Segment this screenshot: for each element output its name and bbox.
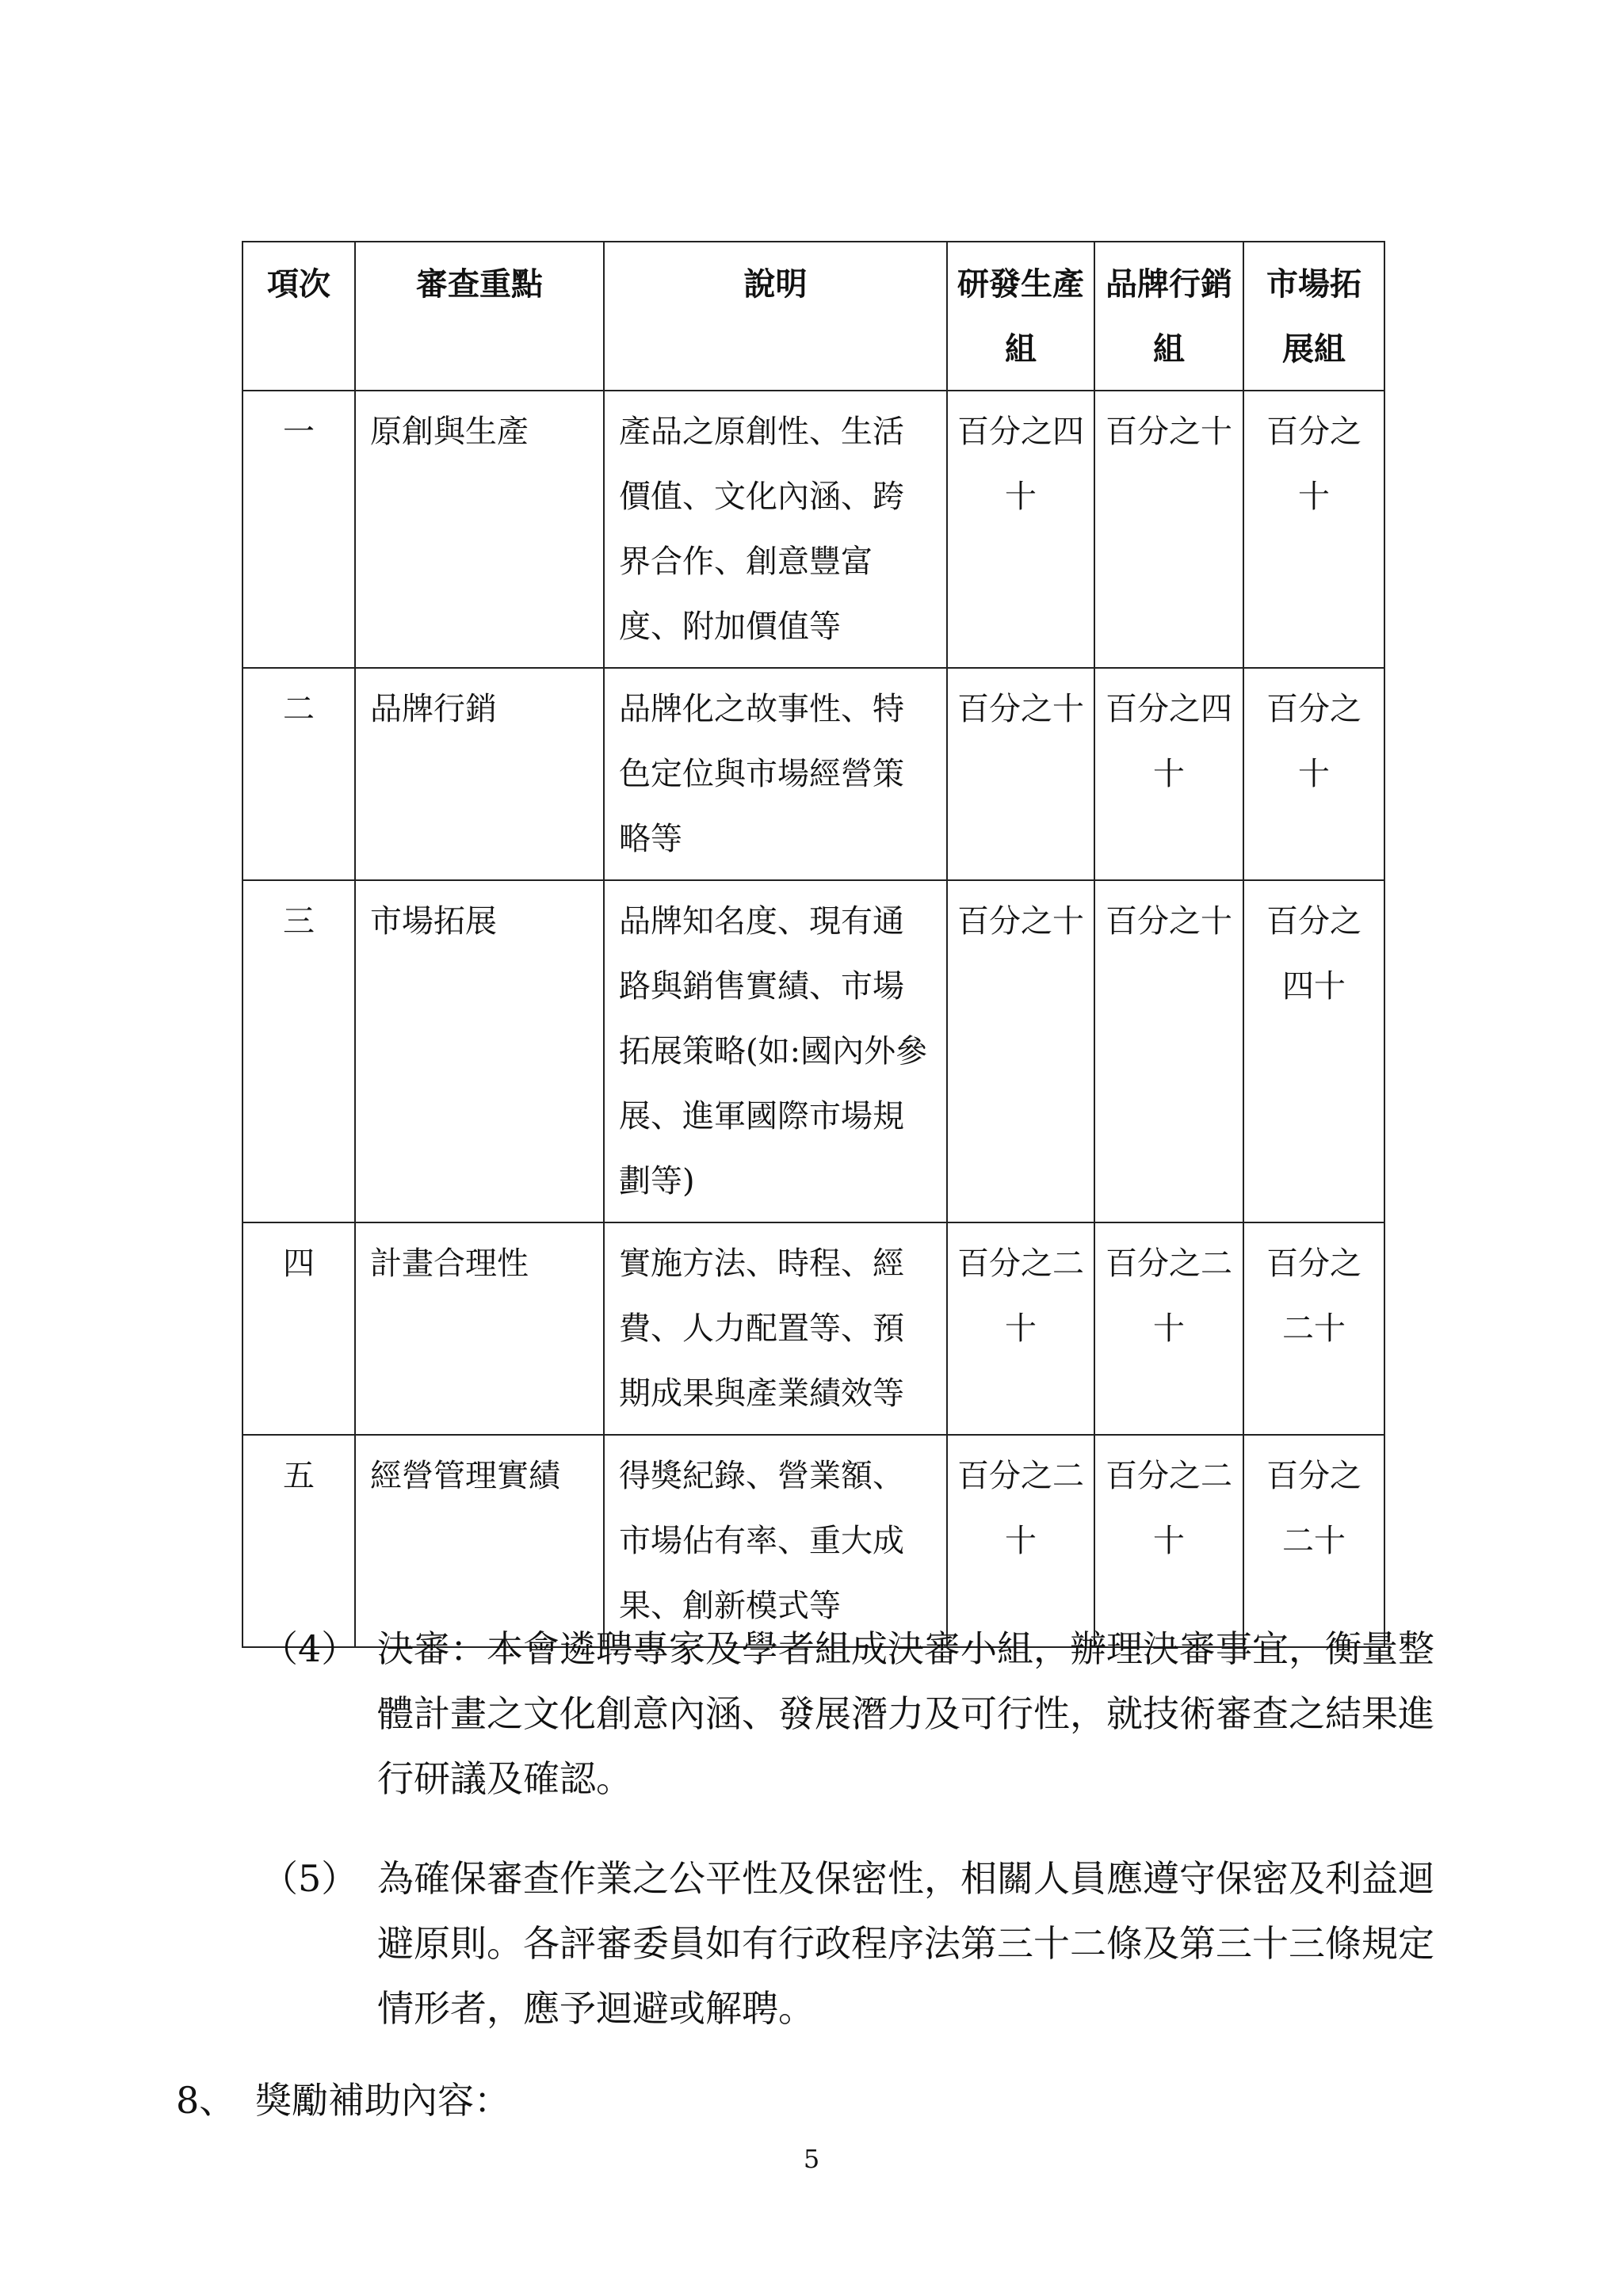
row-rd-weight: 百分之十: [947, 668, 1094, 880]
page-number: 5: [803, 2144, 820, 2174]
table-row: [242, 668, 1384, 880]
row-focus: 品牌行銷: [355, 668, 604, 880]
row-focus: 計畫合理性: [355, 1222, 604, 1435]
table-header-row: [242, 242, 1384, 391]
row-no: 三: [242, 880, 355, 1222]
list-item-text: 為確保審查作業之公平性及保密性，相關人員應遵守保密及利益迴避原則。各評審委員如有行政程序法第三十二條及第三十三條規定情形者，應予迴避或解聘。: [377, 1857, 1434, 2030]
list-item-number: （4）: [262, 1627, 358, 1670]
row-brand-weight: 百分之十: [1094, 391, 1243, 668]
table-row: [242, 391, 1384, 668]
table-row: [242, 880, 1384, 1222]
row-focus: 市場拓展: [355, 880, 604, 1222]
row-focus: 經營管理實績: [355, 1435, 604, 1647]
row-market-weight: 百分之十: [1243, 391, 1384, 668]
row-rd-weight: 百分之二十: [947, 1435, 1094, 1647]
row-market-weight: 百分之四十: [1243, 880, 1384, 1222]
table-row: [242, 1222, 1384, 1435]
table-row: [242, 1435, 1384, 1647]
section-title: 獎勵補助內容：: [255, 2079, 510, 2122]
row-market-weight: 百分之二十: [1243, 1435, 1384, 1647]
header-rd-group: 研發生產組: [947, 242, 1094, 391]
row-no: 一: [242, 391, 355, 668]
row-brand-weight: 百分之二十: [1094, 1222, 1243, 1435]
section-number: 8、: [176, 2079, 236, 2122]
row-description: 產品之原創性、生活價值、文化內涵、跨界合作、創意豐富度、附加價值等: [604, 391, 947, 668]
list-item-number: （5）: [262, 1857, 358, 1900]
row-no: 五: [242, 1435, 355, 1647]
list-item-text: 決審：本會遴聘專家及學者組成決審小組，辦理決審事宜，衡量整體計畫之文化創意內涵、發展潛力及可行性，就技術審查之結果進行研議及確認。: [377, 1627, 1434, 1800]
header-item-no: 項次: [242, 242, 355, 391]
row-description: 品牌化之故事性、特色定位與市場經營策略等: [604, 668, 947, 880]
row-rd-weight: 百分之二十: [947, 1222, 1094, 1435]
row-description: 實施方法、時程、經費、人力配置等、預期成果與產業績效等: [604, 1222, 947, 1435]
header-review-focus: 審查重點: [355, 242, 604, 391]
row-market-weight: 百分之二十: [1243, 1222, 1384, 1435]
row-rd-weight: 百分之四十: [947, 391, 1094, 668]
row-rd-weight: 百分之十: [947, 880, 1094, 1222]
row-market-weight: 百分之十: [1243, 668, 1384, 880]
header-market-group: 市場拓展組: [1243, 242, 1384, 391]
row-description: 得獎紀錄、營業額、市場佔有率、重大成果、創新模式等: [604, 1435, 947, 1647]
row-focus: 原創與生產: [355, 391, 604, 668]
header-brand-group: 品牌行銷組: [1094, 242, 1243, 391]
row-brand-weight: 百分之十: [1094, 880, 1243, 1222]
review-criteria-table: [242, 241, 1385, 1648]
row-brand-weight: 百分之四十: [1094, 668, 1243, 880]
row-no: 四: [242, 1222, 355, 1435]
row-description: 品牌知名度、現有通路與銷售實績、市場拓展策略(如:國內外參展、進軍國際市場規劃等): [604, 880, 947, 1222]
header-description: 說明: [604, 242, 947, 391]
row-brand-weight: 百分之二十: [1094, 1435, 1243, 1647]
row-no: 二: [242, 668, 355, 880]
